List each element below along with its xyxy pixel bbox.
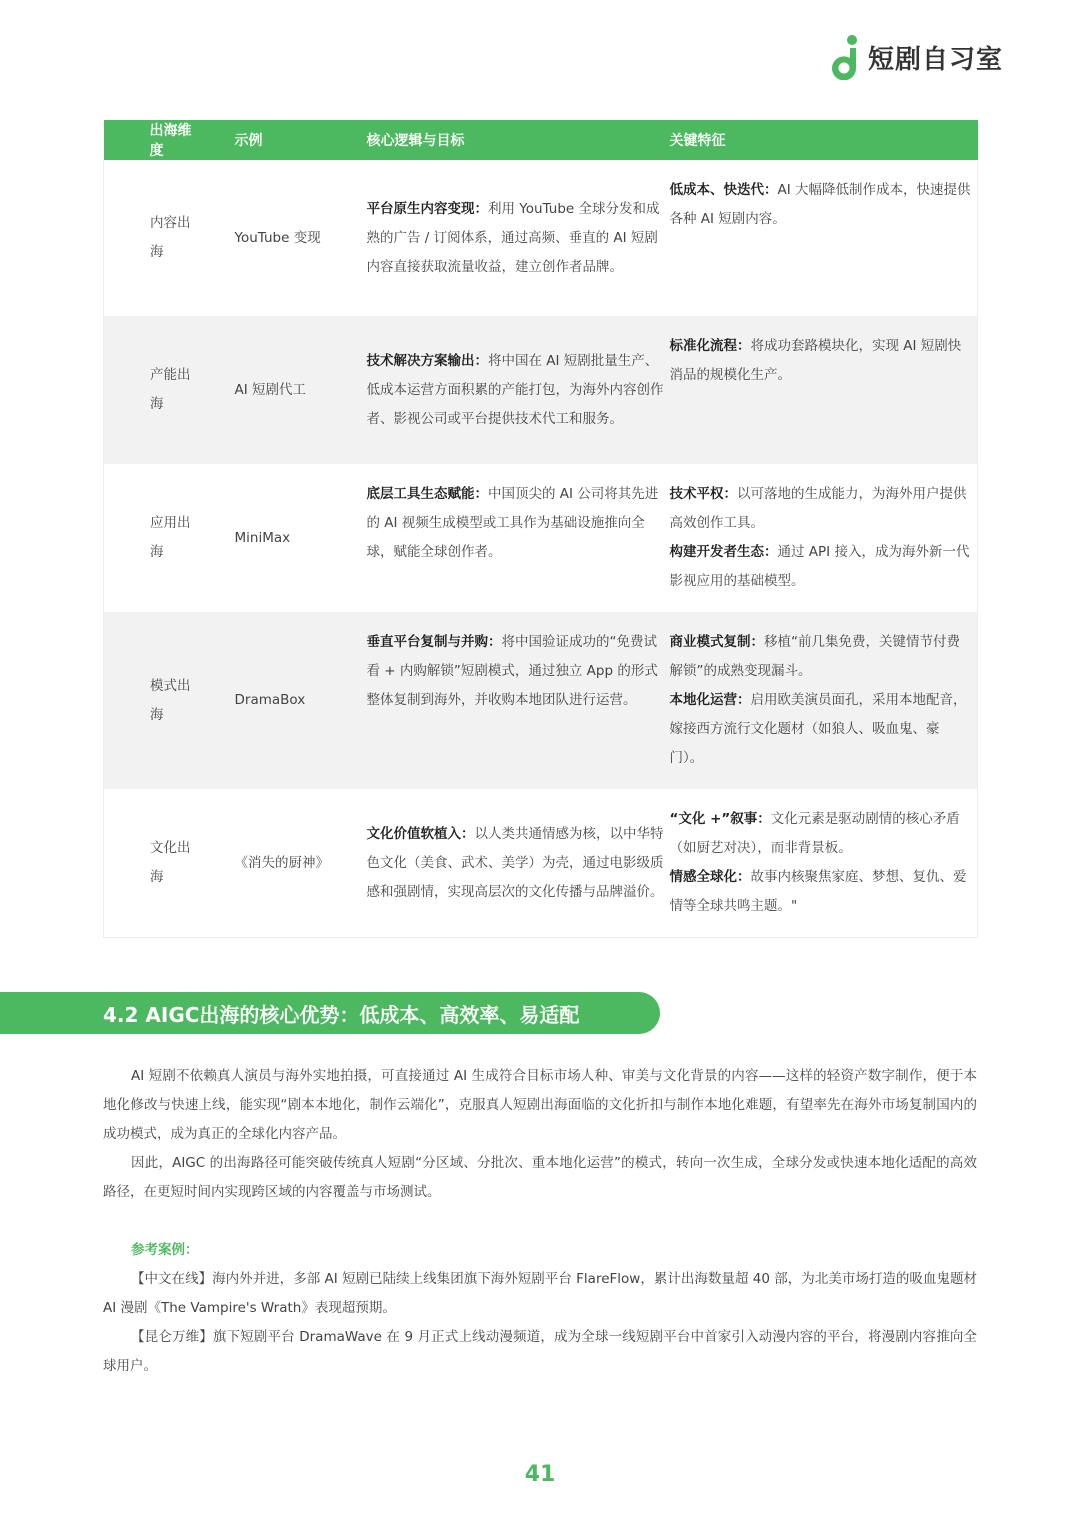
- logic-title: 技术解决方案输出：: [366, 352, 488, 369]
- table-row: [104, 160, 978, 316]
- reference-label: 参考案例：: [131, 1242, 199, 1258]
- logic-text: 将中国验证成功的“免费试看 + 内购解锁”短剧模式，通过独立 App 的形式整体复制到海外，并收购本地团队进行运营。: [366, 634, 658, 708]
- table-row: [104, 464, 978, 612]
- feature-title: 技术平权：: [669, 486, 737, 502]
- feature-title: 本地化运营：: [669, 692, 751, 708]
- logic-text: 以人类共通情感为核，以中华特色文化（美食、武术、美学）为壳，通过电影级质感和强剧情，实现高层次的文化传播与品牌溢价。: [366, 825, 664, 900]
- feature-title: 情感全球化：: [669, 869, 751, 885]
- cell-dimension: 模式出海: [150, 677, 191, 723]
- feature-text: 启用欧美演员面孔，采用本地配音，嫁接西方流行文化题材（如狼人、吸血鬼、豪门）。: [669, 692, 967, 766]
- logic-title: 垂直平台复制与并购：: [366, 634, 502, 650]
- feature-title: 低成本、快迭代：: [669, 182, 778, 198]
- cell-dimension: 应用出海: [150, 515, 191, 560]
- feature-text: 通过 API 接入，成为海外新一代影视应用的基础模型。: [669, 544, 970, 589]
- cell-logic: [367, 316, 670, 464]
- brand-logo: [828, 34, 1003, 80]
- table-row: [104, 789, 978, 938]
- header-dimension: 出海维度: [149, 123, 192, 159]
- brand-logo-icon: [828, 34, 860, 80]
- page-number: 41: [524, 1462, 556, 1487]
- logic-text: 中国顶尖的 AI 公司将其先进的 AI 视频生成模型或工具作为基础设施推向全球，赋能全球创作者。: [366, 486, 659, 560]
- feature-title: 商业模式复制：: [669, 634, 764, 650]
- cell-dimension: 内容出海: [150, 215, 191, 260]
- paragraph: AI 短剧不依赖真人演员与海外实地拍摄，可直接通过 AI 生成符合目标市场人种、审美与文化背景的内容——这样的轻资产数字制作，便于本地化修改与快速上线，能实现“剧本本地化，制作云端化”，克服真人短剧出海面临的文化折扣与制作本地化难题，有望率先在海外市场复制国内的成功模式，成为真正的全球化内容产品。: [103, 1068, 977, 1142]
- brand-name: 短剧自习室: [868, 44, 1004, 75]
- logic-title: 平台原生内容变现：: [366, 200, 488, 217]
- body-paragraphs: [103, 1062, 977, 1207]
- cell-example: YouTube 变现: [234, 229, 321, 246]
- feature-text: 故事内核聚焦家庭、梦想、复仇、爱情等全球共鸣主题。": [669, 869, 967, 914]
- cell-logic: [367, 160, 670, 316]
- logic-title: 底层工具生态赋能：: [366, 486, 488, 502]
- cell-example: AI 短剧代工: [234, 381, 307, 398]
- cell-logic: [367, 612, 670, 789]
- feature-text: 以可落地的生成能力，为海外用户提供高效创作工具。: [669, 486, 967, 531]
- cell-example: MiniMax: [234, 529, 291, 546]
- feature-text: 移植“前几集免费，关键情节付费解锁”的成熟变现漏斗。: [669, 634, 960, 679]
- case-item: 【昆仑万维】旗下短剧平台 DramaWave 在 9 月正式上线动漫频道，成为全球一线短剧平台中首家引入动漫内容的平台，将漫剧内容推向全球用户。: [103, 1329, 977, 1374]
- feature-text: 文化元素是驱动剧情的核心矛盾（如厨艺对决），而非背景板。: [669, 811, 960, 856]
- feature-title: 标准化流程：: [669, 338, 751, 354]
- cell-features: [670, 789, 978, 938]
- overseas-dimension-table: [103, 120, 978, 938]
- paragraph: 因此，AIGC 的出海路径可能突破传统真人短剧“分区域、分批次、重本地化运营”的模式，转向一次生成，全球分发或快速本地化适配的高效路径，在更短时间内实现跨区域的内容覆盖与市场测试。: [103, 1155, 977, 1200]
- case-item: 【中文在线】海内外并进，多部 AI 短剧已陆续上线集团旗下海外短剧平台 FlareFlow，累计出海数量超 40 部，为北美市场打造的吸血鬼题材 AI 漫剧《The Vampire's Wrath》表现超预期。: [103, 1271, 977, 1316]
- feature-text: AI 大幅降低制作成本，快速提供各种 AI 短剧内容。: [669, 182, 971, 227]
- cell-features: [670, 316, 978, 464]
- cell-example: 《消失的厨神》: [234, 854, 329, 871]
- header-features: 关键特征: [669, 133, 726, 149]
- cell-logic: [367, 464, 670, 612]
- section-title: 4.2 AIGC出海的核心优势：低成本、高效率、易适配: [103, 1002, 580, 1027]
- section-heading-bar: [0, 992, 660, 1034]
- logic-text: 利用 YouTube 全球分发和成熟的广告 / 订阅体系，通过高频、垂直的 AI 短剧内容直接获取流量收益，建立创作者品牌。: [366, 200, 660, 275]
- cell-features: [670, 464, 978, 612]
- cell-dimension: 产能出海: [150, 367, 191, 412]
- feature-title: “文化 +”叙事：: [669, 811, 771, 827]
- cell-features: [670, 160, 978, 316]
- cell-logic: [367, 789, 670, 938]
- cell-example: DramaBox: [234, 692, 306, 708]
- logic-text: 将中国在 AI 短剧批量生产、低成本运营方面积累的产能打包，为海外内容创作者、影视公司或平台提供技术代工和服务。: [366, 352, 664, 427]
- table-row: [104, 316, 978, 464]
- feature-title: 构建开发者生态：: [669, 544, 778, 560]
- table-header-row: [104, 120, 978, 160]
- table-row: [104, 612, 978, 789]
- logic-title: 文化价值软植入：: [366, 825, 475, 842]
- reference-cases: [103, 1236, 977, 1381]
- cell-features: [670, 612, 978, 789]
- header-example: 示例: [234, 133, 263, 149]
- cell-dimension: 文化出海: [150, 840, 191, 885]
- feature-text: 将成功套路模块化，实现 AI 短剧快消品的规模化生产。: [669, 338, 962, 383]
- header-logic: 核心逻辑与目标: [366, 133, 465, 149]
